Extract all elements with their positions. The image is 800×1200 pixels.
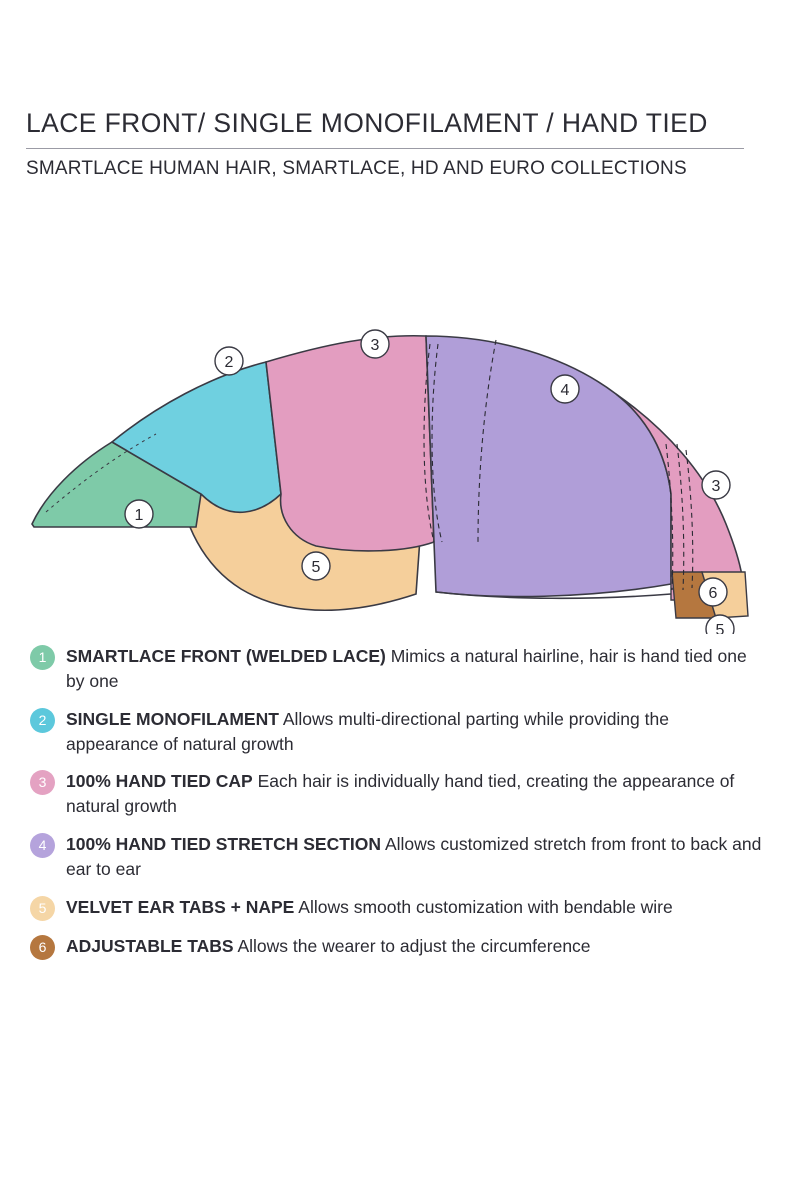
legend-desc-3: Each hair is individually hand tied, creating the appearance of natural growth bbox=[66, 771, 735, 817]
callout-4 bbox=[551, 375, 579, 403]
page-subtitle: SMARTLACE HUMAN HAIR, SMARTLACE, HD AND EURO COLLECTIONS bbox=[26, 158, 687, 179]
legend-entry-2 bbox=[66, 707, 766, 757]
callout-6 bbox=[699, 578, 727, 606]
legend-badge-1: 1 bbox=[30, 645, 55, 670]
legend-badge-3: 3 bbox=[30, 770, 55, 795]
callout-3-back bbox=[702, 471, 730, 499]
legend-badge-4: 4 bbox=[30, 833, 55, 858]
legend-entry-1 bbox=[66, 644, 766, 694]
legend-desc-6: Allows the wearer to adjust the circumference bbox=[237, 935, 591, 956]
header bbox=[26, 0, 774, 180]
legend-title-3: 100% HAND TIED CAP bbox=[66, 771, 253, 792]
list-item bbox=[30, 769, 774, 819]
legend-badge-6: 6 bbox=[30, 935, 55, 960]
legend-title-2: SINGLE MONOFILAMENT bbox=[66, 708, 279, 729]
svg-text:5: 5 bbox=[715, 622, 725, 634]
callout-1 bbox=[125, 500, 153, 528]
list-item bbox=[30, 707, 774, 757]
wig-cap-diagram bbox=[26, 194, 774, 634]
region-stretch-section bbox=[426, 336, 671, 597]
legend-title-6: ADJUSTABLE TABS bbox=[66, 935, 234, 956]
legend-list bbox=[26, 644, 774, 960]
svg-text:6: 6 bbox=[708, 585, 718, 602]
svg-text:2: 2 bbox=[224, 354, 234, 371]
legend-title-5: VELVET EAR TABS + NAPE bbox=[66, 896, 295, 917]
legend-entry-6 bbox=[66, 934, 591, 959]
legend-desc-4: Allows customized stretch from front to back and ear to ear bbox=[66, 834, 762, 879]
svg-text:1: 1 bbox=[134, 507, 144, 524]
list-item bbox=[30, 644, 774, 694]
page-title: LACE FRONT/ SINGLE MONOFILAMENT / HAND TIED bbox=[26, 108, 708, 138]
list-item bbox=[30, 895, 774, 921]
legend-badge-5: 5 bbox=[30, 896, 55, 921]
legend-badge-2: 2 bbox=[30, 708, 55, 733]
svg-text:3: 3 bbox=[370, 337, 380, 354]
svg-text:3: 3 bbox=[711, 478, 721, 495]
legend-entry-3 bbox=[66, 769, 766, 819]
legend-title-4: 100% HAND TIED STRETCH SECTION bbox=[66, 834, 382, 855]
list-item bbox=[30, 832, 774, 882]
callout-3-front bbox=[361, 330, 389, 358]
title-divider bbox=[26, 148, 744, 149]
legend-desc-2: Allows multi-directional parting while providing the appearance of natural growth bbox=[66, 708, 669, 754]
svg-text:5: 5 bbox=[311, 559, 321, 576]
list-item bbox=[30, 934, 774, 960]
legend-entry-4 bbox=[66, 832, 766, 882]
legend-title-1: SMARTLACE FRONT (WELDED LACE) bbox=[66, 646, 386, 666]
legend-desc-1: Mimics a natural hairline, hair is hand tied one by one bbox=[66, 646, 747, 691]
callout-5-nape bbox=[302, 552, 330, 580]
svg-text:4: 4 bbox=[560, 382, 570, 399]
legend-entry-5 bbox=[66, 895, 673, 920]
legend-desc-5: Allows smooth customization with bendable wire bbox=[298, 896, 673, 917]
region-hand-tied-cap-front bbox=[266, 336, 434, 551]
callout-2 bbox=[215, 347, 243, 375]
